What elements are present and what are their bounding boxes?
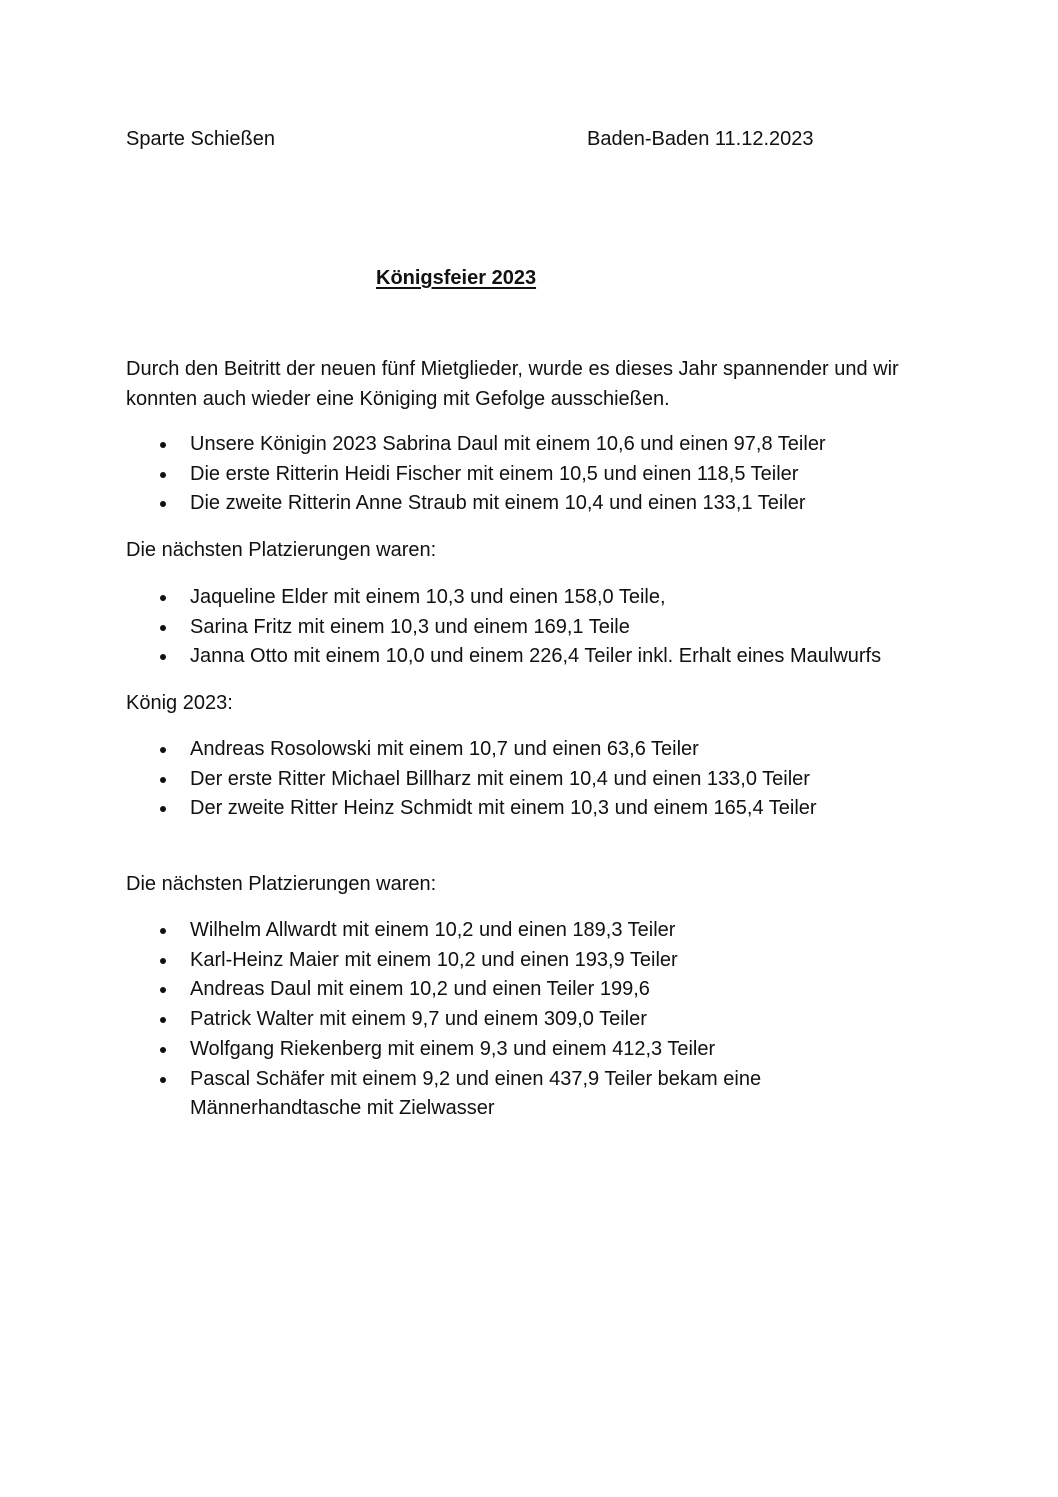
list-item [126,1065,946,1124]
bullet-icon [160,928,166,934]
men-next-list [126,916,946,1124]
list-item [126,489,946,519]
list-item [126,642,946,672]
bullet-icon [160,1077,166,1083]
list-item-text: Janna Otto mit einem 10,0 und einem 226,4 Teiler inkl. Erhalt eines Maulwurfs [190,645,882,668]
bullet-icon [160,987,166,993]
bullet-icon [160,1047,166,1053]
bullet-icon [160,958,166,964]
place-and-date: Baden-Baden 11.12.2023 [587,128,814,150]
list-item-text: Wolfgang Riekenberg mit einem 9,3 und einem 412,3 Teiler [190,1037,716,1060]
women-next-list [126,583,946,672]
list-item [126,794,946,824]
list-item-text: Der zweite Ritter Heinz Schmidt mit einem 10,3 und einem 165,4 Teiler [190,797,817,820]
list-item-text: Andreas Daul mit einem 10,2 und einen Teiler 199,6 [190,978,650,1001]
list-item [126,735,946,765]
bullet-icon [160,595,166,601]
list-item-text: Karl-Heinz Maier mit einem 10,2 und einen 193,9 Teiler [190,948,678,971]
list-item-text: Die erste Ritterin Heidi Fischer mit einem 10,5 und einen 118,5 Teiler [190,462,799,485]
list-item-text: Jaqueline Elder mit einem 10,3 und einen 158,0 Teile, [190,586,666,608]
list-item-text: Patrick Walter mit einem 9,7 und einem 309,0 Teiler [190,1008,647,1031]
bullet-icon [160,501,166,507]
list-item [126,975,946,1005]
bullet-icon [160,806,166,812]
queen-list [126,430,946,519]
bullet-icon [160,1017,166,1023]
bullet-icon [160,472,166,478]
intro-paragraph: Durch den Beitritt der neuen fünf Mietglieder, wurde es dieses Jahr spannender und wir konnten auch wieder eine Königing mit Gefolge ausschießen. [126,358,899,410]
list-item-text: Sarina Fritz mit einem 10,3 und einem 169,1 Teile [190,615,630,638]
list-item [126,1035,946,1065]
list-item [126,946,946,976]
next-placements-label: Die nächsten Platzierungen waren: [126,873,437,895]
bullet-icon [160,654,166,660]
section-name: Sparte Schießen [126,128,275,150]
list-item [126,765,946,795]
next-placements-label: Die nächsten Platzierungen waren: [126,539,437,561]
list-item-text: Unsere Königin 2023 Sabrina Daul mit einem 10,6 und einen 97,8 Teiler [190,433,826,455]
list-item [126,460,946,490]
list-item-text: Pascal Schäfer mit einem 9,2 und einen 437,9 Teiler bekam eine Männerhandtasche mit Zielwasser [190,1067,762,1120]
list-item [126,916,946,946]
list-item-text: Andreas Rosolowski mit einem 10,7 und einen 63,6 Teiler [190,738,699,760]
king-list [126,735,946,824]
bullet-icon [160,442,166,448]
list-item-text: Der erste Ritter Michael Billharz mit einem 10,4 und einen 133,0 Teiler [190,767,810,790]
list-item [126,613,946,643]
document-title: Königsfeier 2023 [376,267,537,289]
list-item-text: Die zweite Ritterin Anne Straub mit einem 10,4 und einen 133,1 Teiler [190,492,806,515]
bullet-icon [160,625,166,631]
bullet-icon [160,747,166,753]
list-item [126,1005,946,1035]
king-label: König 2023: [126,692,233,714]
list-item [126,430,946,460]
bullet-icon [160,777,166,783]
list-item-text: Wilhelm Allwardt mit einem 10,2 und einen 189,3 Teiler [190,919,676,941]
list-item [126,583,946,613]
